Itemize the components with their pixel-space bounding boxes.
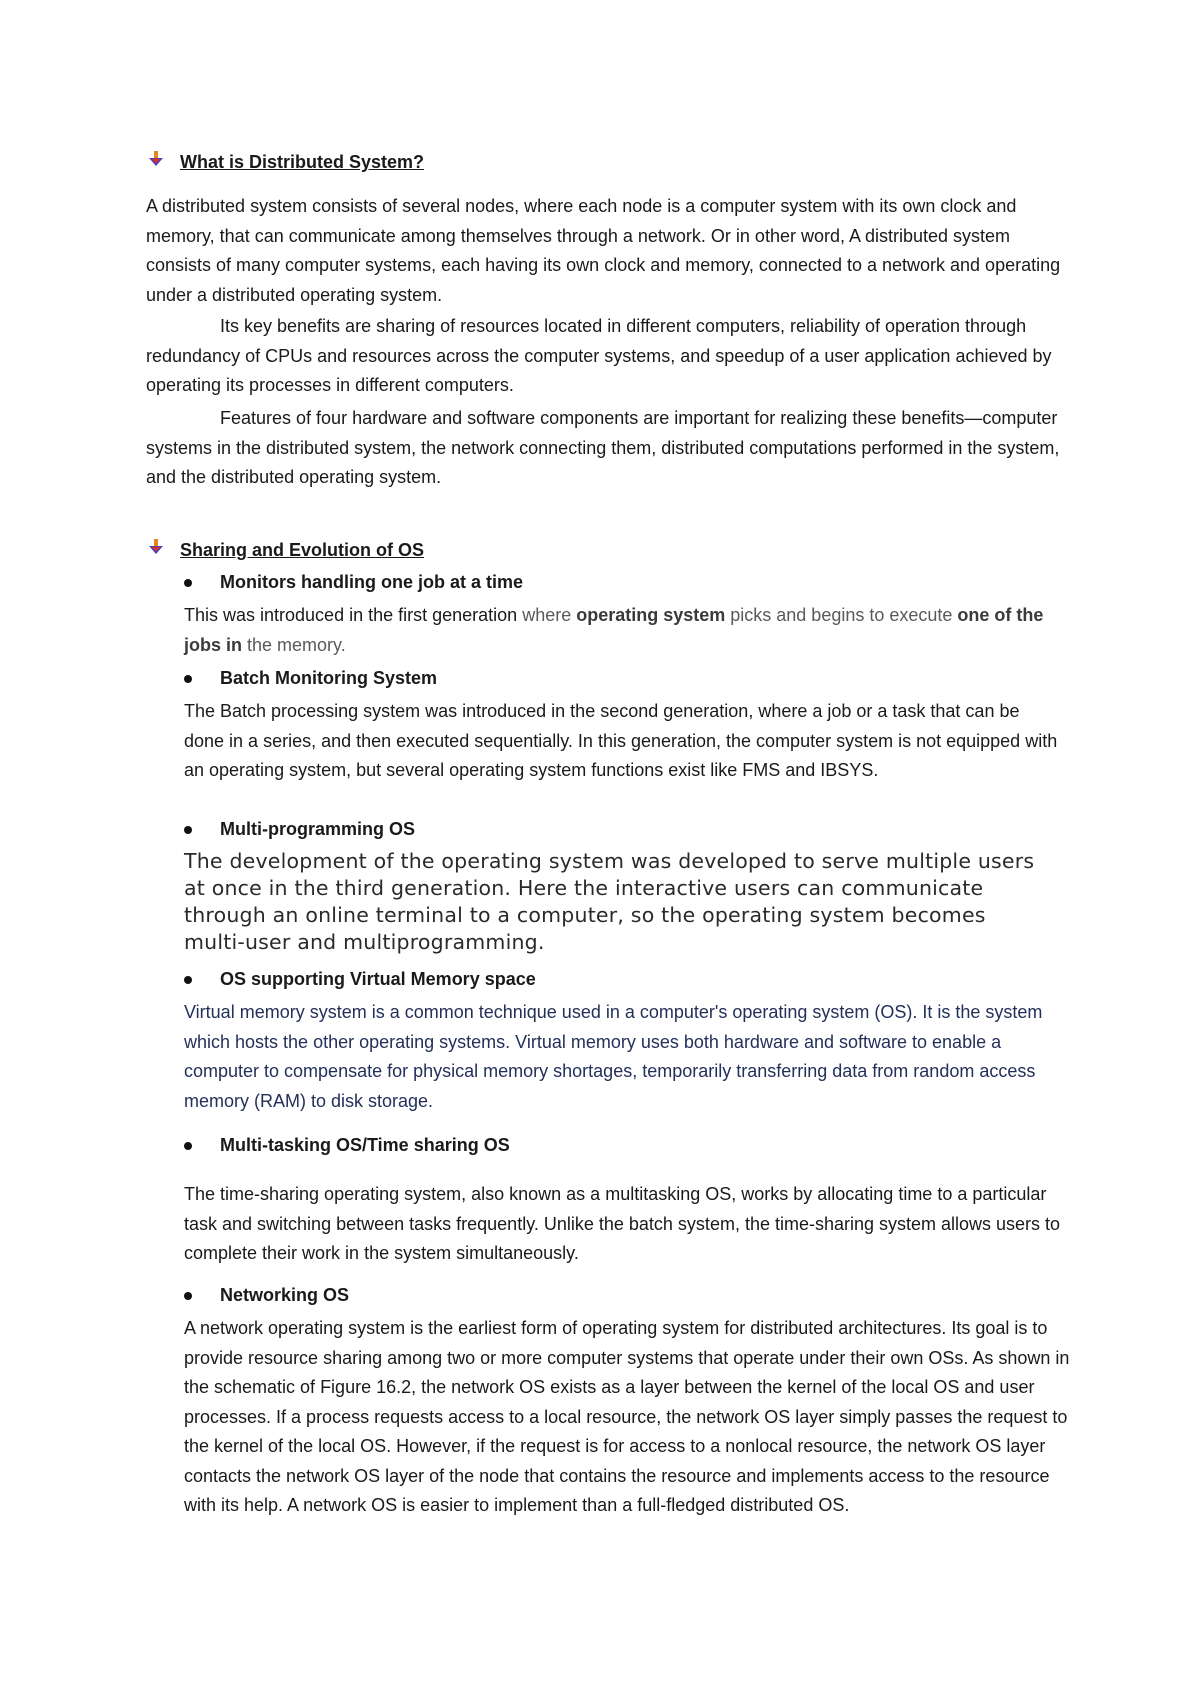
- bullet-dot-icon: [184, 675, 192, 683]
- list-item-text: The Batch processing system was introduced in the second generation, where a job or a task that can be done in a series, and then executed sequentially. In this generation, the computer system is not equipped with an operating system, but several operating system functions exist like FMS and IBSYS.: [184, 701, 1058, 780]
- bullet-dot-icon: [184, 976, 192, 984]
- paragraph-benefits: Its key benefits are sharing of resources located in different computers, reliability of operation through redundancy of CPUs and resources across the computer systems, and speedup of a user application achieved by operating its processes in different computers.: [146, 316, 1052, 395]
- list-item-title: Monitors handling one job at a time: [220, 572, 523, 593]
- list-item-title: Multi-tasking OS/Time sharing OS: [220, 1135, 510, 1156]
- heading-text: Sharing and Evolution of OS: [180, 540, 425, 560]
- bullet-dot-icon: [184, 1142, 192, 1150]
- section-heading-sharing-evolution: [146, 538, 424, 561]
- list-item-title: Networking OS: [220, 1285, 349, 1306]
- paragraph-definition: A distributed system consists of several nodes, where each node is a computer system with its own clock and memory, that can communicate among themselves through a network. Or in other word, A distributed system consists of many computer systems, each having its own clock and memory, connected to a network and operating under a distributed operating system.: [146, 196, 1061, 305]
- arrow-bullet-icon: [146, 538, 166, 561]
- list-item-text: This was introduced in the first generation where operating system picks and begins to execute one of the jobs in the memory.: [184, 605, 1044, 655]
- paragraph-features: Features of four hardware and software components are important for realizing these benefits—computer systems in the distributed system, the network connecting them, distributed computations performed in the system, and the distributed operating system.: [146, 408, 1060, 487]
- list-item-text: The time-sharing operating system, also known as a multitasking OS, works by allocating time to a particular task and switching between tasks frequently. Unlike the batch system, the time-sharing system allows users to complete their work in the system simultaneously.: [184, 1184, 1061, 1263]
- heading-text: What is Distributed System?: [180, 152, 425, 172]
- bullet-dot-icon: [184, 826, 192, 834]
- list-item-title: OS supporting Virtual Memory space: [220, 969, 536, 990]
- bullet-dot-icon: [184, 1292, 192, 1300]
- bullet-dot-icon: [184, 579, 192, 587]
- list-item-text: A network operating system is the earliest form of operating system for distributed architectures. Its goal is to provide resource sharing among two or more computer systems that operate under their own OSs. As shown in the schematic of Figure 16.2, the network OS exists as a layer between the kernel of the local OS and user processes. If a process requests access to a local resource, the network OS layer simply passes the request to the kernel of the local OS. However, if the request is for access to a nonlocal resource, the network OS layer contacts the network OS layer of the node that contains the resource and implements access to the resource with its help. A network OS is easier to implement than a full-fledged distributed OS.: [184, 1318, 1070, 1515]
- list-item-text: The development of the operating system was developed to serve multiple users at once in the third generation. Here the interactive users can communicate through an online terminal to a computer, so the operating system becomes multi-user and multiprogramming.: [184, 849, 1035, 954]
- list-item-text: Virtual memory system is a common technique used in a computer's operating system (OS). It is the system which hosts the other operating systems. Virtual memory uses both hardware and software to enable a computer to compensate for physical memory shortages, temporarily transferring data from random access memory (RAM) to disk storage.: [184, 1002, 1043, 1111]
- list-item-title: Multi-programming OS: [220, 819, 415, 840]
- section-heading-distributed-system: [146, 150, 424, 173]
- list-item-title: Batch Monitoring System: [220, 668, 437, 689]
- arrow-bullet-icon: [146, 150, 166, 173]
